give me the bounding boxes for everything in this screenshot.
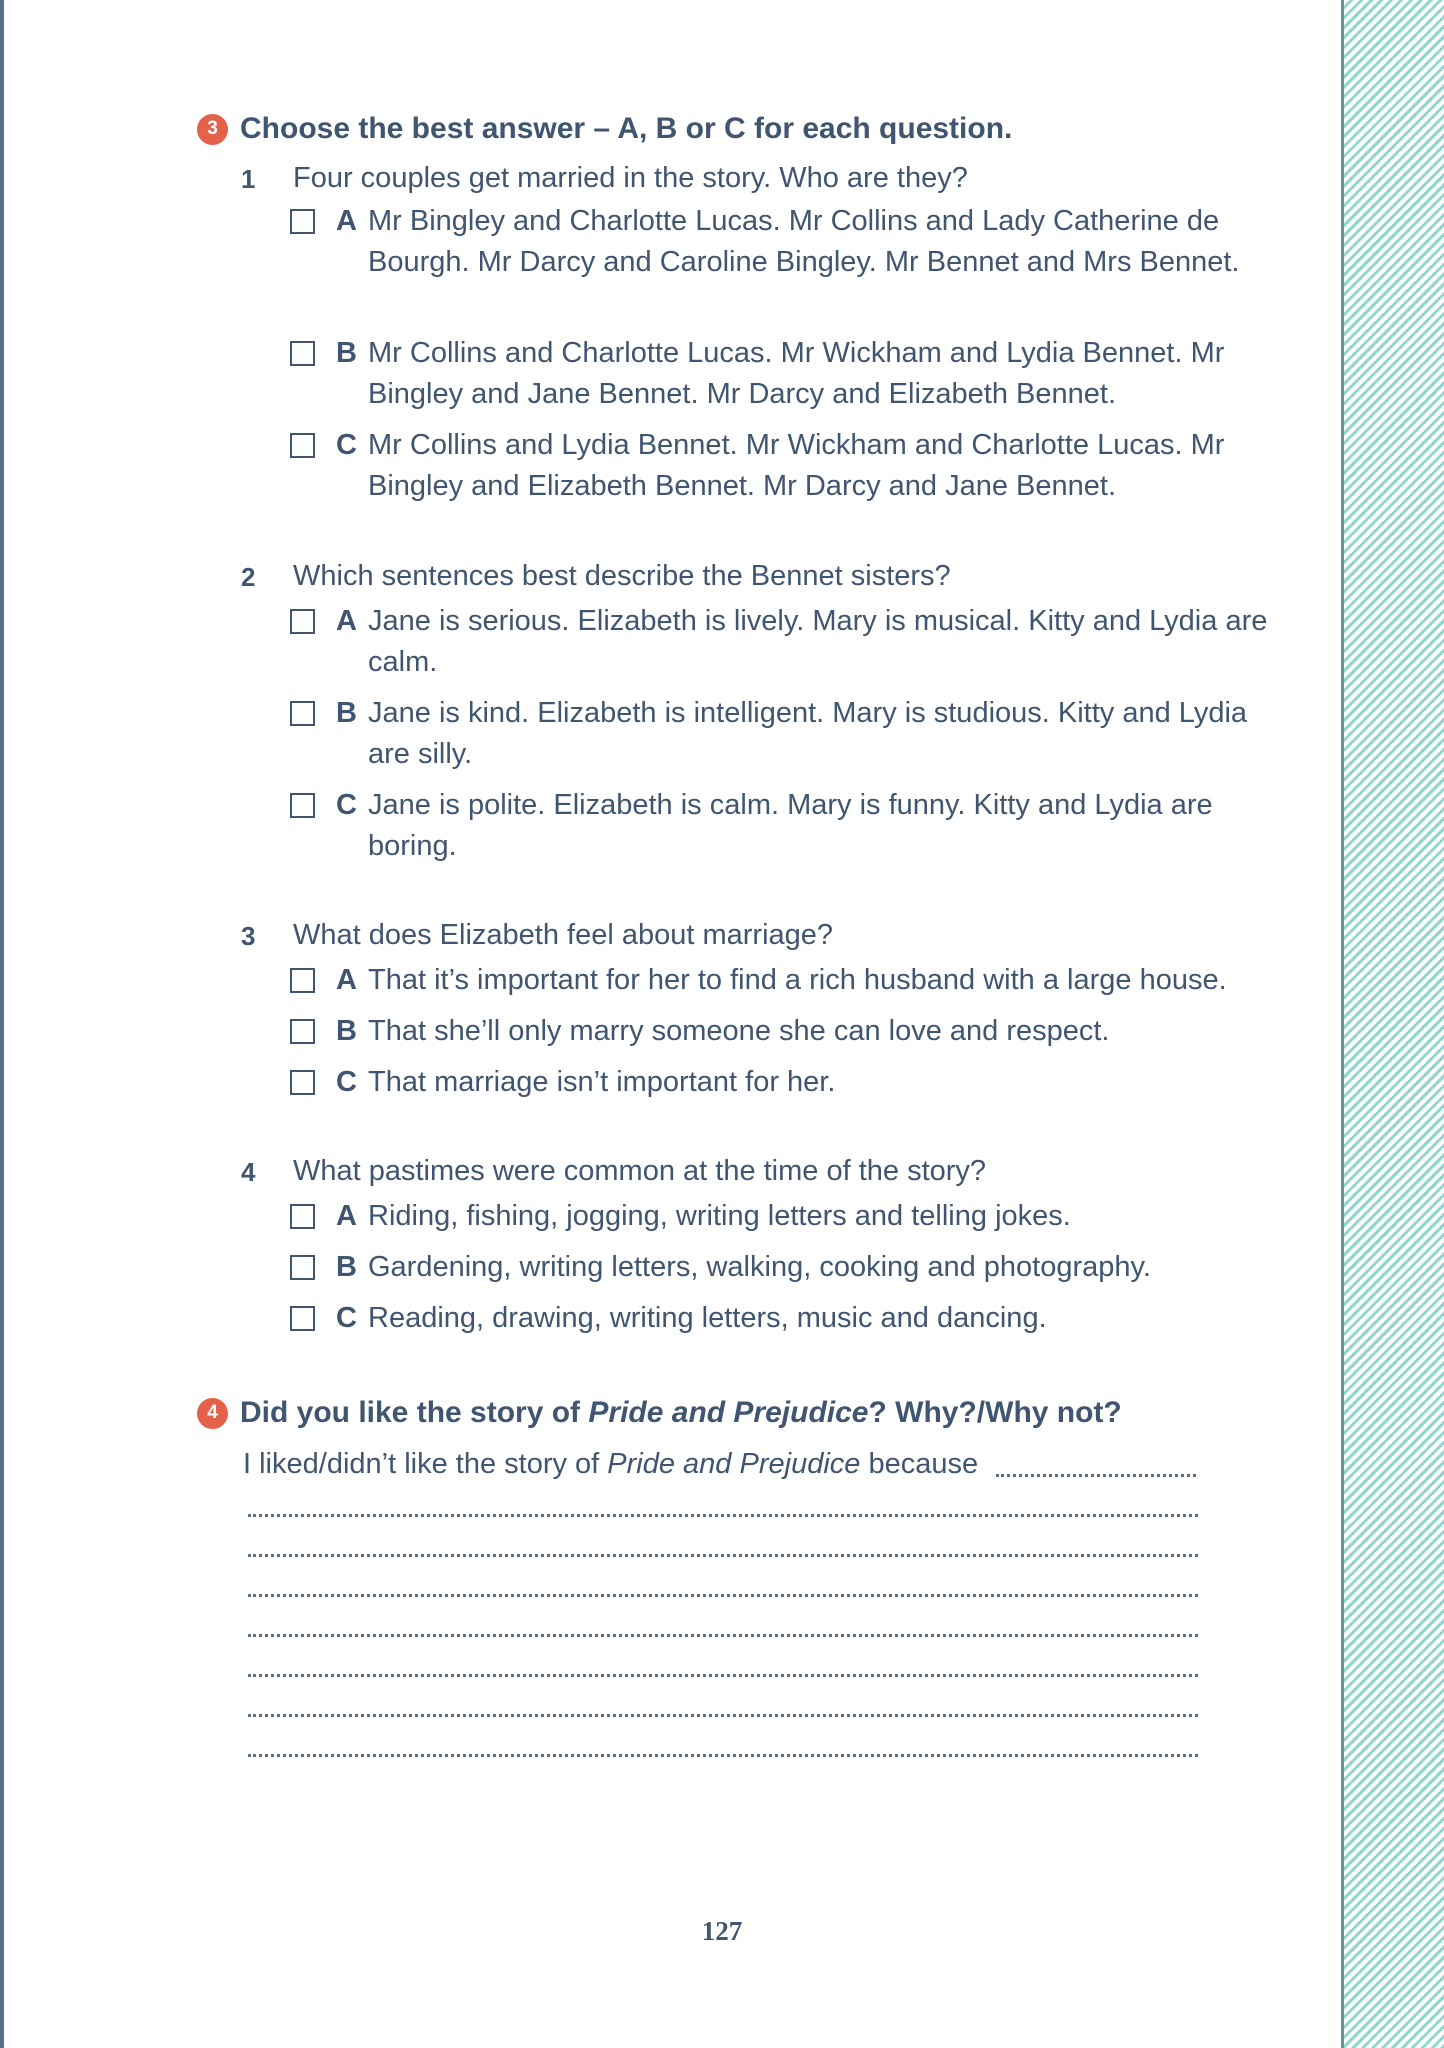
exercise-title: [240, 1396, 1122, 1430]
option-text: Riding, fishing, jogging, writing letters and telling jokes.: [368, 1200, 1071, 1232]
option-letter: B: [336, 337, 357, 369]
option-letter: C: [336, 789, 357, 821]
option-letter: C: [336, 429, 357, 461]
question-number: 4: [241, 1157, 256, 1187]
option-text: That she’ll only marry someone she can love and respect.: [368, 1015, 1110, 1047]
exercise-title: Choose the best answer – A, B or C for each question.: [240, 112, 1013, 145]
checkbox[interactable]: [290, 341, 315, 366]
checkbox[interactable]: [290, 609, 315, 634]
option-letter: B: [336, 697, 357, 729]
exercise-3-heading: [197, 112, 1012, 146]
answer-prompt: [243, 1448, 978, 1481]
answer-line[interactable]: [996, 1474, 1196, 1477]
option-text: Jane is serious. Elizabeth is lively. Mary is musical. Kitty and Lydia are calm.: [368, 605, 1268, 678]
checkbox[interactable]: [290, 793, 315, 818]
question-text: What pastimes were common at the time of the story?: [293, 1155, 987, 1187]
checkbox[interactable]: [290, 1306, 315, 1331]
question-number: 1: [241, 164, 256, 194]
book-title: Pride and Prejudice: [607, 1448, 861, 1480]
checkbox[interactable]: [290, 433, 315, 458]
stripe-band-edge: [1341, 0, 1344, 2048]
question-text: Which sentences best describe the Bennet sisters?: [293, 560, 951, 592]
question-text: What does Elizabeth feel about marriage?: [293, 919, 834, 951]
checkbox[interactable]: [290, 209, 315, 234]
checkbox[interactable]: [290, 1019, 315, 1044]
title-part: ? Why?/Why not?: [868, 1396, 1122, 1429]
book-title: Pride and Prejudice: [588, 1396, 869, 1429]
option-letter: A: [336, 1200, 357, 1232]
answer-line[interactable]: [248, 1634, 1198, 1637]
option-letter: A: [336, 205, 357, 237]
question-text: Four couples get married in the story. Who are they?: [293, 162, 968, 194]
option-text: Mr Collins and Charlotte Lucas. Mr Wickham and Lydia Bennet. Mr Bingley and Jane Bennet. Mr Darcy and Elizabeth Bennet.: [368, 337, 1225, 410]
option-letter: A: [336, 605, 357, 637]
option-letter: B: [336, 1251, 357, 1283]
answer-text-part: I liked/didn’t like the story of: [243, 1448, 608, 1480]
checkbox[interactable]: [290, 1255, 315, 1280]
option-text: Gardening, writing letters, walking, cooking and photography.: [368, 1251, 1151, 1283]
question-number: 3: [241, 921, 256, 951]
checkbox[interactable]: [290, 968, 315, 993]
answer-line[interactable]: [248, 1594, 1198, 1597]
option-text: That marriage isn’t important for her.: [368, 1066, 836, 1098]
option-text: Jane is kind. Elizabeth is intelligent. Mary is studious. Kitty and Lydia are silly.: [368, 697, 1248, 770]
checkbox[interactable]: [290, 1070, 315, 1095]
answer-line[interactable]: [248, 1514, 1198, 1517]
option-letter: C: [336, 1302, 357, 1334]
option-letter: A: [336, 964, 357, 996]
exercise-4-heading: [197, 1396, 1122, 1430]
title-part: Did you like the story of: [240, 1396, 589, 1429]
exercise-number-badge: 3: [197, 114, 228, 145]
answer-line[interactable]: [248, 1714, 1198, 1717]
answer-line[interactable]: [248, 1754, 1198, 1757]
exercise-number-badge: 4: [197, 1398, 228, 1429]
page-number: 127: [701, 1916, 743, 1946]
option-text: Mr Collins and Lydia Bennet. Mr Wickham and Charlotte Lucas. Mr Bingley and Elizabeth Bennet. Mr Darcy and Jane Bennet.: [368, 429, 1225, 502]
decorative-stripe-band: [1344, 0, 1444, 2048]
answer-text-part: because: [860, 1448, 979, 1480]
option-text: Jane is polite. Elizabeth is calm. Mary is funny. Kitty and Lydia are boring.: [368, 789, 1213, 862]
option-letter: B: [336, 1015, 357, 1047]
answer-line[interactable]: [248, 1674, 1198, 1677]
question-number: 2: [241, 562, 256, 592]
option-text: That it’s important for her to find a rich husband with a large house.: [368, 964, 1227, 996]
option-text: Mr Bingley and Charlotte Lucas. Mr Collins and Lady Catherine de Bourgh. Mr Darcy and Caroline Bingley. Mr Bennet and Mrs Bennet.: [368, 205, 1240, 278]
option-letter: C: [336, 1066, 357, 1098]
answer-line[interactable]: [248, 1554, 1198, 1557]
checkbox[interactable]: [290, 1204, 315, 1229]
option-text: Reading, drawing, writing letters, music and dancing.: [368, 1302, 1047, 1334]
checkbox[interactable]: [290, 701, 315, 726]
